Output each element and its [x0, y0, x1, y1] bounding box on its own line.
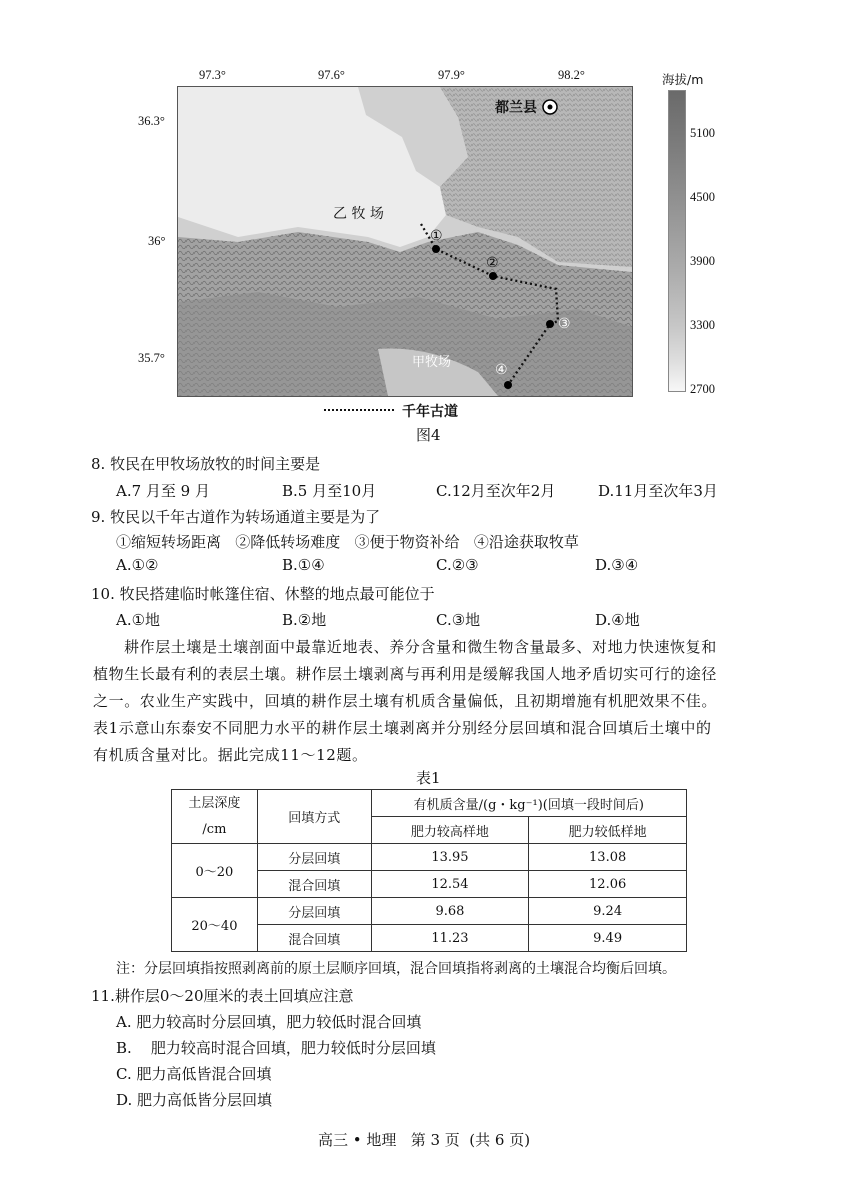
- legend-value-3300: 3300: [690, 318, 715, 332]
- county-seat-icon-dot: [548, 105, 553, 110]
- elevation-legend-bar: [668, 90, 686, 392]
- method-cell: 混合回填: [257, 871, 371, 898]
- legend-value-2700: 2700: [690, 382, 715, 396]
- legend-value-5100: 5100: [690, 126, 715, 140]
- terrain-map: [177, 86, 633, 397]
- route-legend-line: [324, 409, 394, 411]
- q10-option-d: D.④地: [595, 611, 640, 629]
- q11-option-c: C. 肥力高低皆混合回填: [116, 1065, 272, 1083]
- header-high: 肥力较高样地: [371, 817, 529, 844]
- terrain-map-svg: [178, 87, 632, 396]
- lon-tick-2: 97.6°: [318, 68, 345, 82]
- q11-option-d: D. 肥力高低皆分层回填: [116, 1091, 273, 1109]
- high-cell: 12.54: [371, 871, 529, 898]
- q11-option-a: A. 肥力较高时分层回填，肥力较低时混合回填: [116, 1013, 422, 1031]
- q9-stem: 9. 牧民以千年古道作为转场通道主要是为了: [91, 508, 381, 526]
- depth-cell-0-20: 0～20: [172, 844, 258, 898]
- legend-value-3900: 3900: [690, 254, 715, 268]
- lat-tick-3: 35.7°: [138, 351, 165, 365]
- q9-items: ①缩短转场距离 ②降低转场难度 ③便于物资补给 ④沿途获取牧草: [116, 533, 579, 551]
- county-label: 都兰县: [495, 100, 537, 116]
- header-content: 有机质含量/(g・kg⁻¹)(回填一段时间后): [371, 790, 686, 817]
- lat-tick-2: 36°: [148, 234, 166, 248]
- low-cell: 9.24: [529, 898, 687, 925]
- header-depth: [172, 790, 258, 844]
- passage-line-3: 之一。农业生产实践中，回填的耕作层土壤有机质含量偏低，且初期增施有机肥效果不佳。: [93, 692, 718, 710]
- table-caption: 表1: [416, 769, 441, 787]
- legend-title: 海拔/m: [662, 72, 704, 87]
- table-note: 注：分层回填指按照剥离前的原土层顺序回填，混合回填指将剥离的土壤混合均衡后回填。: [116, 961, 676, 977]
- passage-line-2: 植物生长最有利的表层土壤。耕作层土壤剥离与再利用是缓解我国人地矛盾切实可行的途径: [93, 665, 718, 683]
- legend-value-4500: 4500: [690, 190, 715, 204]
- table-row: [172, 898, 687, 925]
- depth-cell-20-40: 20～40: [172, 898, 258, 952]
- lon-tick-1: 97.3°: [199, 68, 226, 82]
- q11-option-b: B. 肥力较高时混合回填，肥力较低时分层回填: [116, 1039, 436, 1057]
- q9-option-c: C.②③: [436, 556, 479, 574]
- header-low: 肥力较低样地: [529, 817, 687, 844]
- q8-option-c: C.12月至次年2月: [436, 482, 556, 500]
- header-depth-line-2: /cm: [202, 821, 227, 837]
- q8-stem: 8. 牧民在甲牧场放牧的时间主要是: [91, 455, 321, 473]
- lon-tick-3: 97.9°: [438, 68, 465, 82]
- header-method: 回填方式: [257, 790, 371, 844]
- q11-stem: 11.耕作层0～20厘米的表土回填应注意: [91, 987, 354, 1005]
- passage-line-4: 表1示意山东泰安不同肥力水平的耕作层土壤剥离并分别经分层回填和混合回填后土壤中的: [93, 719, 712, 737]
- pasture-jia-label: 甲牧场: [412, 355, 452, 370]
- point-4-marker: [504, 381, 512, 389]
- header-depth-line-1: 土层深度: [188, 795, 241, 811]
- point-4-label: ④: [495, 362, 508, 378]
- page-footer: 高三 • 地理 第 3 页 (共 6 页): [318, 1131, 531, 1149]
- q8-option-b: B.5 月至10月: [282, 482, 377, 500]
- low-cell: 9.49: [529, 925, 687, 952]
- point-3-marker: [546, 320, 554, 328]
- q10-option-c: C.③地: [436, 611, 481, 629]
- route-legend-label: 千年古道: [402, 404, 458, 420]
- table-row: [172, 844, 687, 871]
- point-1-label: ①: [430, 228, 443, 244]
- q9-option-d: D.③④: [595, 556, 639, 574]
- point-3-label: ③: [558, 316, 571, 332]
- method-cell: 混合回填: [257, 925, 371, 952]
- point-2-marker: [489, 272, 497, 280]
- q8-option-d: D.11月至次年3月: [598, 482, 718, 500]
- high-cell: 9.68: [371, 898, 529, 925]
- passage-line-5: 有机质含量对比。据此完成11～12题。: [93, 746, 368, 764]
- lat-tick-1: 36.3°: [138, 114, 165, 128]
- lon-tick-4: 98.2°: [558, 68, 585, 82]
- organic-matter-table: [171, 789, 687, 952]
- q8-option-a: A.7 月至 9 月: [116, 482, 210, 500]
- high-cell: 13.95: [371, 844, 529, 871]
- method-cell: 分层回填: [257, 898, 371, 925]
- q9-option-b: B.①④: [282, 556, 325, 574]
- point-1-marker: [432, 245, 440, 253]
- low-cell: 12.06: [529, 871, 687, 898]
- passage-line-1: 耕作层土壤是土壤剖面中最靠近地表、养分含量和微生物含量最多、对地力快速恢复和: [124, 638, 717, 656]
- low-cell: 13.08: [529, 844, 687, 871]
- pasture-yi-label: 乙 牧 场: [333, 206, 384, 222]
- q10-stem: 10. 牧民搭建临时帐篷住宿、休整的地点最可能位于: [91, 585, 435, 603]
- q10-option-a: A.①地: [116, 611, 161, 629]
- q10-option-b: B.②地: [282, 611, 327, 629]
- q9-option-a: A.①②: [116, 556, 159, 574]
- method-cell: 分层回填: [257, 844, 371, 871]
- high-cell: 11.23: [371, 925, 529, 952]
- point-2-label: ②: [486, 255, 499, 271]
- figure-caption: 图4: [416, 426, 441, 444]
